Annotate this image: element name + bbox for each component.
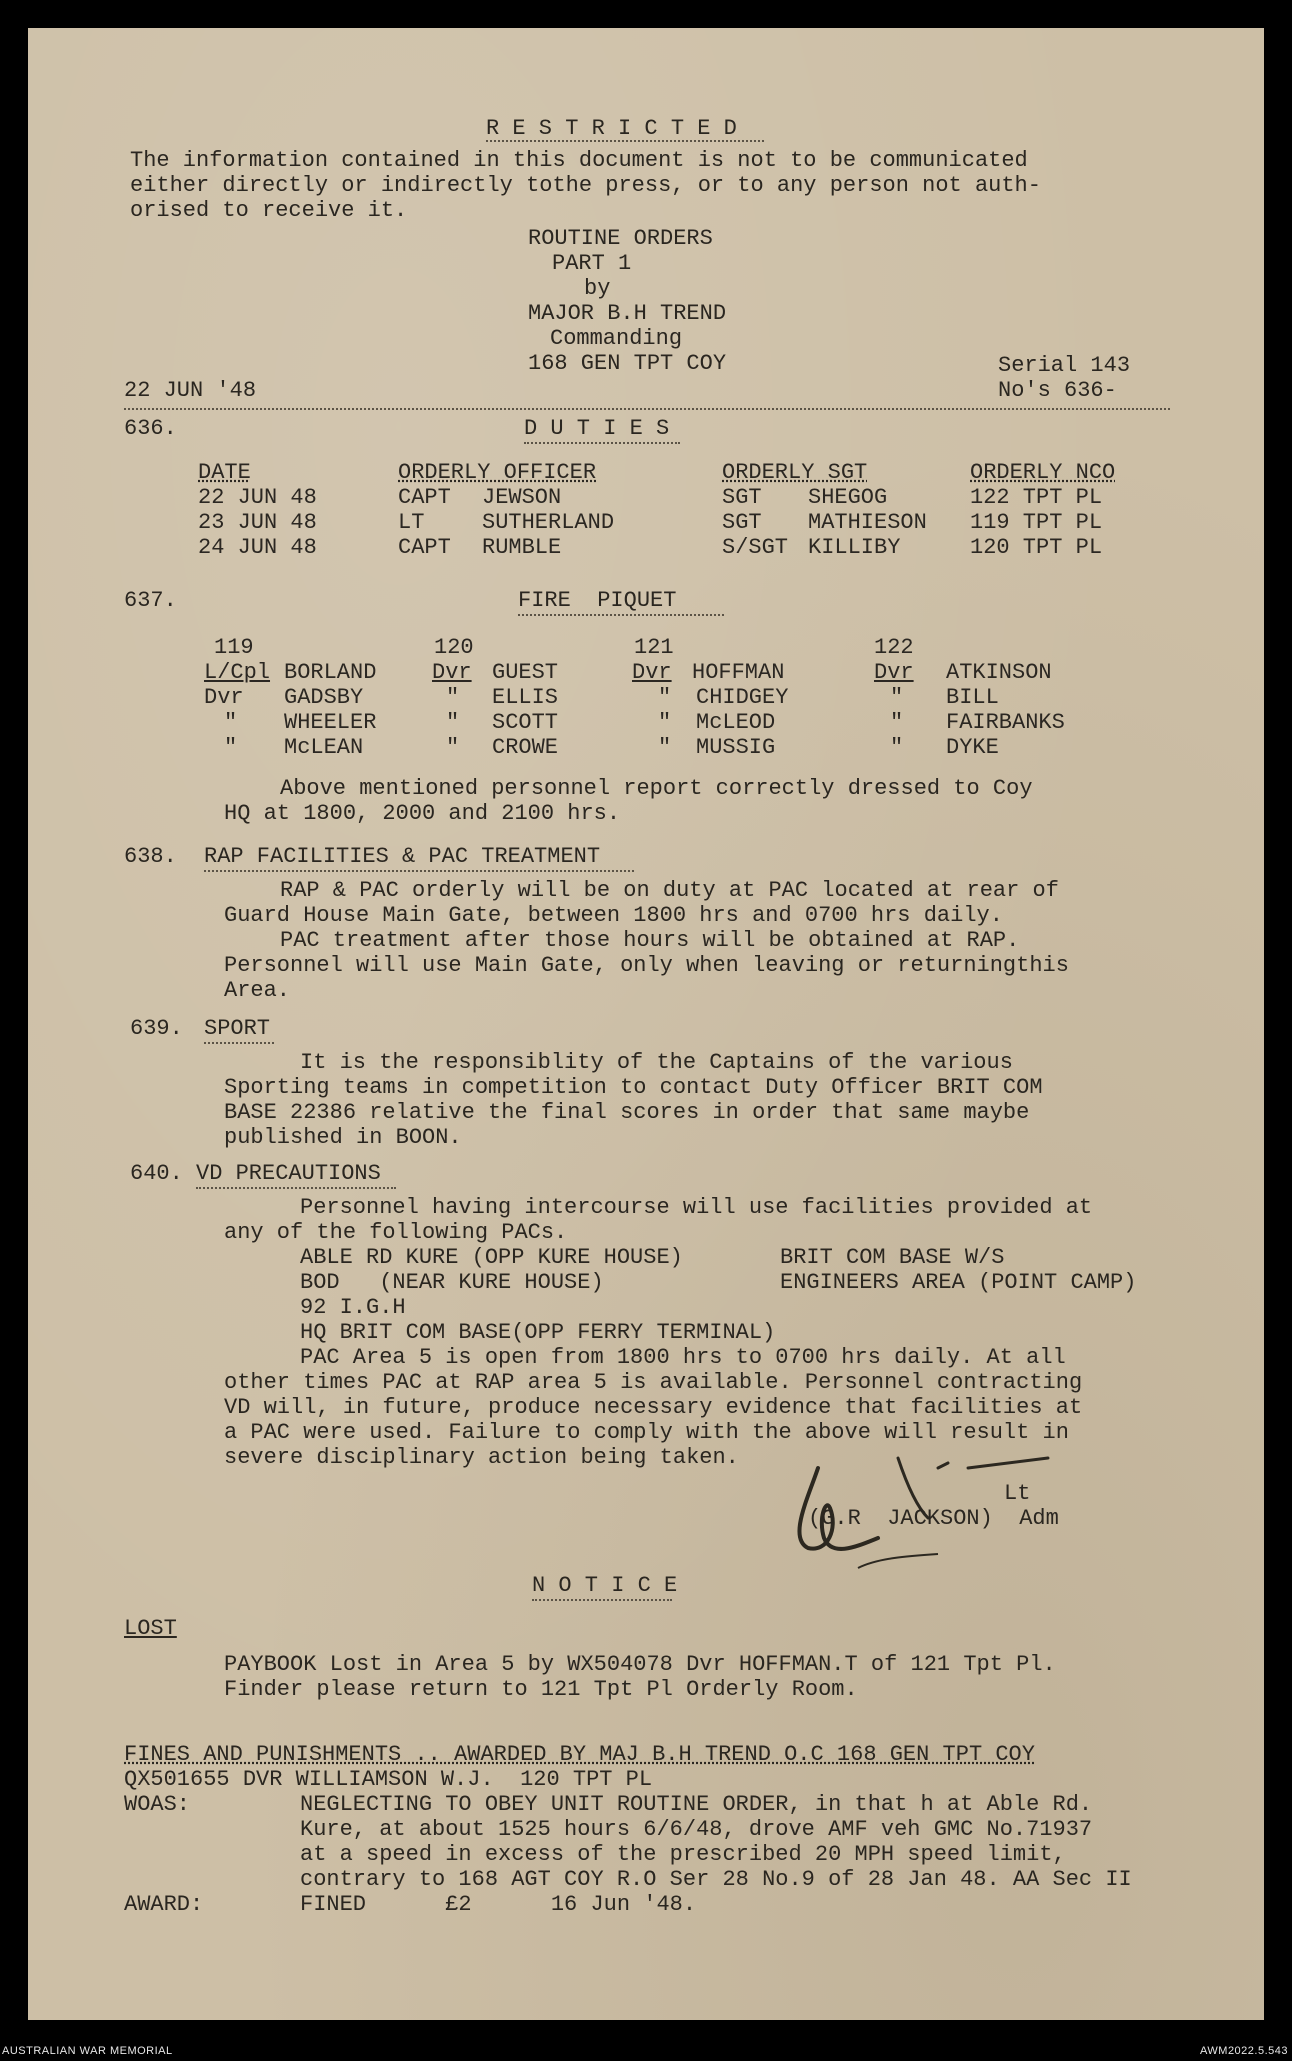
fines-member: QX501655 DVR WILLIAMSON W.J. 120 TPT PL [124,1767,653,1792]
officer-rank: CAPT [398,485,451,510]
fines-heading: FINES AND PUNISHMENTS .. AWARDED BY MAJ B.H TREND O.C 168 GEN TPT COY [124,1742,1035,1767]
piquet-rank: " [446,735,460,760]
section-number-637: 637. [124,588,177,613]
rap-heading-underline [204,870,634,872]
piquet-rank: Dvr [432,660,472,685]
sport-line: published in BOON. [224,1125,462,1150]
header-divider [124,408,1170,410]
piquet-name: CHIDGEY [696,685,789,710]
duties-col-date: DATE [198,460,251,485]
rap-line: Personnel will use Main Gate, only when leaving or returningthis [224,953,1069,978]
section-number-639: 639. [130,1016,183,1041]
piquet-name: DYKE [946,735,999,760]
sgt-name: KILLIBY [808,535,901,560]
piquet-rank: " [890,685,904,710]
duty-date: 23 JUN 48 [198,510,317,535]
title-line: Commanding [550,326,683,351]
pac-location: 92 I.G.H [300,1295,406,1320]
piquet-rank: Dvr [874,660,914,685]
duties-col-officer: ORDERLY OFFICER [398,460,597,485]
vd-heading: VD PRECAUTIONS [196,1161,381,1186]
piquet-name: CROWE [492,735,559,760]
piquet-name: McLEAN [284,735,364,760]
woas-label: WOAS: [124,1792,191,1817]
pac-location: BRIT COM BASE W/S [780,1245,1005,1270]
piquet-unit: 120 [434,635,474,660]
notice-heading: N O T I C E [532,1573,678,1598]
sgt-rank: SGT [722,510,762,535]
officer-name: SUTHERLAND [482,510,615,535]
officer-rank: LT [398,510,425,535]
vd-heading-underline [196,1187,396,1189]
fire-piquet-underline [518,614,724,616]
pac-location: BOD (NEAR KURE HOUSE) [300,1270,604,1295]
piquet-rank: " [224,735,238,760]
vd-closing-line: a PAC were used. Failure to comply with the above will result in [224,1420,1069,1445]
piquet-rank: " [446,685,460,710]
sgt-name: SHEGOG [808,485,888,510]
piquet-rank: " [658,710,672,735]
piquet-name: SCOTT [492,710,559,735]
restriction-notice-line: The information contained in this document is not to be communicated [130,148,1028,173]
piquet-name: GUEST [492,660,559,685]
nco-unit: 122 TPT PL [970,485,1103,510]
sport-line: It is the responsiblity of the Captains of the various [300,1050,1013,1075]
title-line: ROUTINE ORDERS [528,226,713,251]
piquet-name: ELLIS [492,685,559,710]
piquet-rank: Dvr [204,685,244,710]
classification-heading: R E S T R I C T E D [486,116,737,141]
piquet-rank: " [890,710,904,735]
woas-line: Kure, at about 1525 hours 6/6/48, drove AMF veh GMC No.71937 [300,1817,1093,1842]
woas-line: NEGLECTING TO OBEY UNIT ROUTINE ORDER, in that h at Able Rd. [300,1792,1093,1817]
piquet-rank: L/Cpl [204,660,271,685]
sport-line: Sporting teams in competition to contact Duty Officer BRIT COM [224,1075,1043,1100]
lost-line: PAYBOOK Lost in Area 5 by WX504078 Dvr HOFFMAN.T of 121 Tpt Pl. [224,1652,1056,1677]
sgt-rank: S/SGT [722,535,789,560]
piquet-unit: 122 [874,635,914,660]
vd-closing-line: VD will, in future, produce necessary evidence that facilities at [224,1395,1083,1420]
piquet-name: BILL [946,685,999,710]
rap-line: Guard House Main Gate, between 1800 hrs and 0700 hrs daily. [224,903,1003,928]
sport-heading: SPORT [204,1016,271,1041]
officer-rank: CAPT [398,535,451,560]
title-line: by [584,276,611,301]
officer-name: RUMBLE [482,535,562,560]
piquet-rank: " [890,735,904,760]
duties-col-nco: ORDERLY NCO [970,460,1116,485]
nco-unit: 120 TPT PL [970,535,1103,560]
piquet-rank: " [446,710,460,735]
piquet-rank: " [224,710,238,735]
notice-heading-underline [532,1599,672,1601]
lost-line: Finder please return to 121 Tpt Pl Orderly Room. [224,1677,858,1702]
restriction-notice-line: either directly or indirectly tothe press, or to any person not auth- [130,173,1041,198]
officer-name: JEWSON [482,485,562,510]
piquet-name: MUSSIG [696,735,776,760]
nco-unit: 119 TPT PL [970,510,1103,535]
piquet-note-line: Above mentioned personnel report correctly dressed to Coy [280,776,1033,801]
vd-closing-line: PAC Area 5 is open from 1800 hrs to 0700 hrs daily. At all [300,1345,1066,1370]
piquet-rank: Dvr [632,660,672,685]
sgt-rank: SGT [722,485,762,510]
document-page [28,28,1264,2020]
duties-col-sgt: ORDERLY SGT [722,460,868,485]
piquet-name: FAIRBANKS [946,710,1065,735]
order-date: 22 JUN '48 [124,378,257,403]
piquet-name: GADSBY [284,685,364,710]
piquet-name: BORLAND [284,660,377,685]
order-numbers: No's 636- [998,378,1117,403]
piquet-rank: " [658,735,672,760]
title-line: MAJOR B.H TREND [528,301,727,326]
award-value: FINED £2 16 Jun '48. [300,1892,697,1917]
piquet-unit: 119 [214,635,254,660]
signature-rank: Lt [1004,1481,1031,1506]
classification-underline [486,140,764,142]
rap-line: Area. [224,978,291,1003]
pac-location: HQ BRIT COM BASE(OPP FERRY TERMINAL) [300,1320,776,1345]
piquet-note-line: HQ at 1800, 2000 and 2100 hrs. [224,801,621,826]
pac-location: ABLE RD KURE (OPP KURE HOUSE) [300,1245,683,1270]
archive-label: AUSTRALIAN WAR MEMORIAL [2,2045,173,2057]
rap-heading: RAP FACILITIES & PAC TREATMENT [204,844,601,869]
pac-location: ENGINEERS AREA (POINT CAMP) [780,1270,1137,1295]
vd-intro-line: any of the following PACs. [224,1220,568,1245]
piquet-rank: " [658,685,672,710]
title-line: 168 GEN TPT COY [528,351,727,376]
woas-line: contrary to 168 AGT COY R.O Ser 28 No.9 of 28 Jan 48. AA Sec II [300,1867,1132,1892]
section-number-638: 638. [124,844,177,869]
duties-heading-underline [524,442,680,444]
fire-piquet-heading: FIRE PIQUET [518,588,677,613]
piquet-name: WHEELER [284,710,377,735]
award-label: AWARD: [124,1892,204,1917]
serial-number: Serial 143 [998,353,1131,378]
duty-date: 22 JUN 48 [198,485,317,510]
piquet-name: McLEOD [696,710,776,735]
sport-heading-underline [204,1042,274,1044]
section-number-640: 640. [130,1161,183,1186]
vd-intro-line: Personnel having intercourse will use facilities provided at [300,1195,1093,1220]
sgt-name: MATHIESON [808,510,927,535]
vd-closing-line: other times PAC at RAP area 5 is available. Personnel contracting [224,1370,1083,1395]
title-line: PART 1 [552,251,632,276]
piquet-name: ATKINSON [946,660,1052,685]
restriction-notice-line: orised to receive it. [130,198,408,223]
lost-label: LOST [124,1616,177,1641]
duty-date: 24 JUN 48 [198,535,317,560]
piquet-unit: 121 [634,635,674,660]
vd-closing-line: severe disciplinary action being taken. [224,1445,739,1470]
signature-name: (G.R JACKSON) Adm [808,1506,1059,1531]
archive-reference: AWM2022.5.543 [1199,2045,1288,2057]
rap-line: PAC treatment after those hours will be obtained at RAP. [280,928,1020,953]
sport-line: BASE 22386 relative the final scores in order that same maybe [224,1100,1030,1125]
rap-line: RAP & PAC orderly will be on duty at PAC located at rear of [280,878,1059,903]
piquet-name: HOFFMAN [692,660,785,685]
duties-heading: D U T I E S [524,416,670,441]
section-number-636: 636. [124,416,177,441]
woas-line: at a speed in excess of the prescribed 20 MPH speed limit, [300,1842,1066,1867]
